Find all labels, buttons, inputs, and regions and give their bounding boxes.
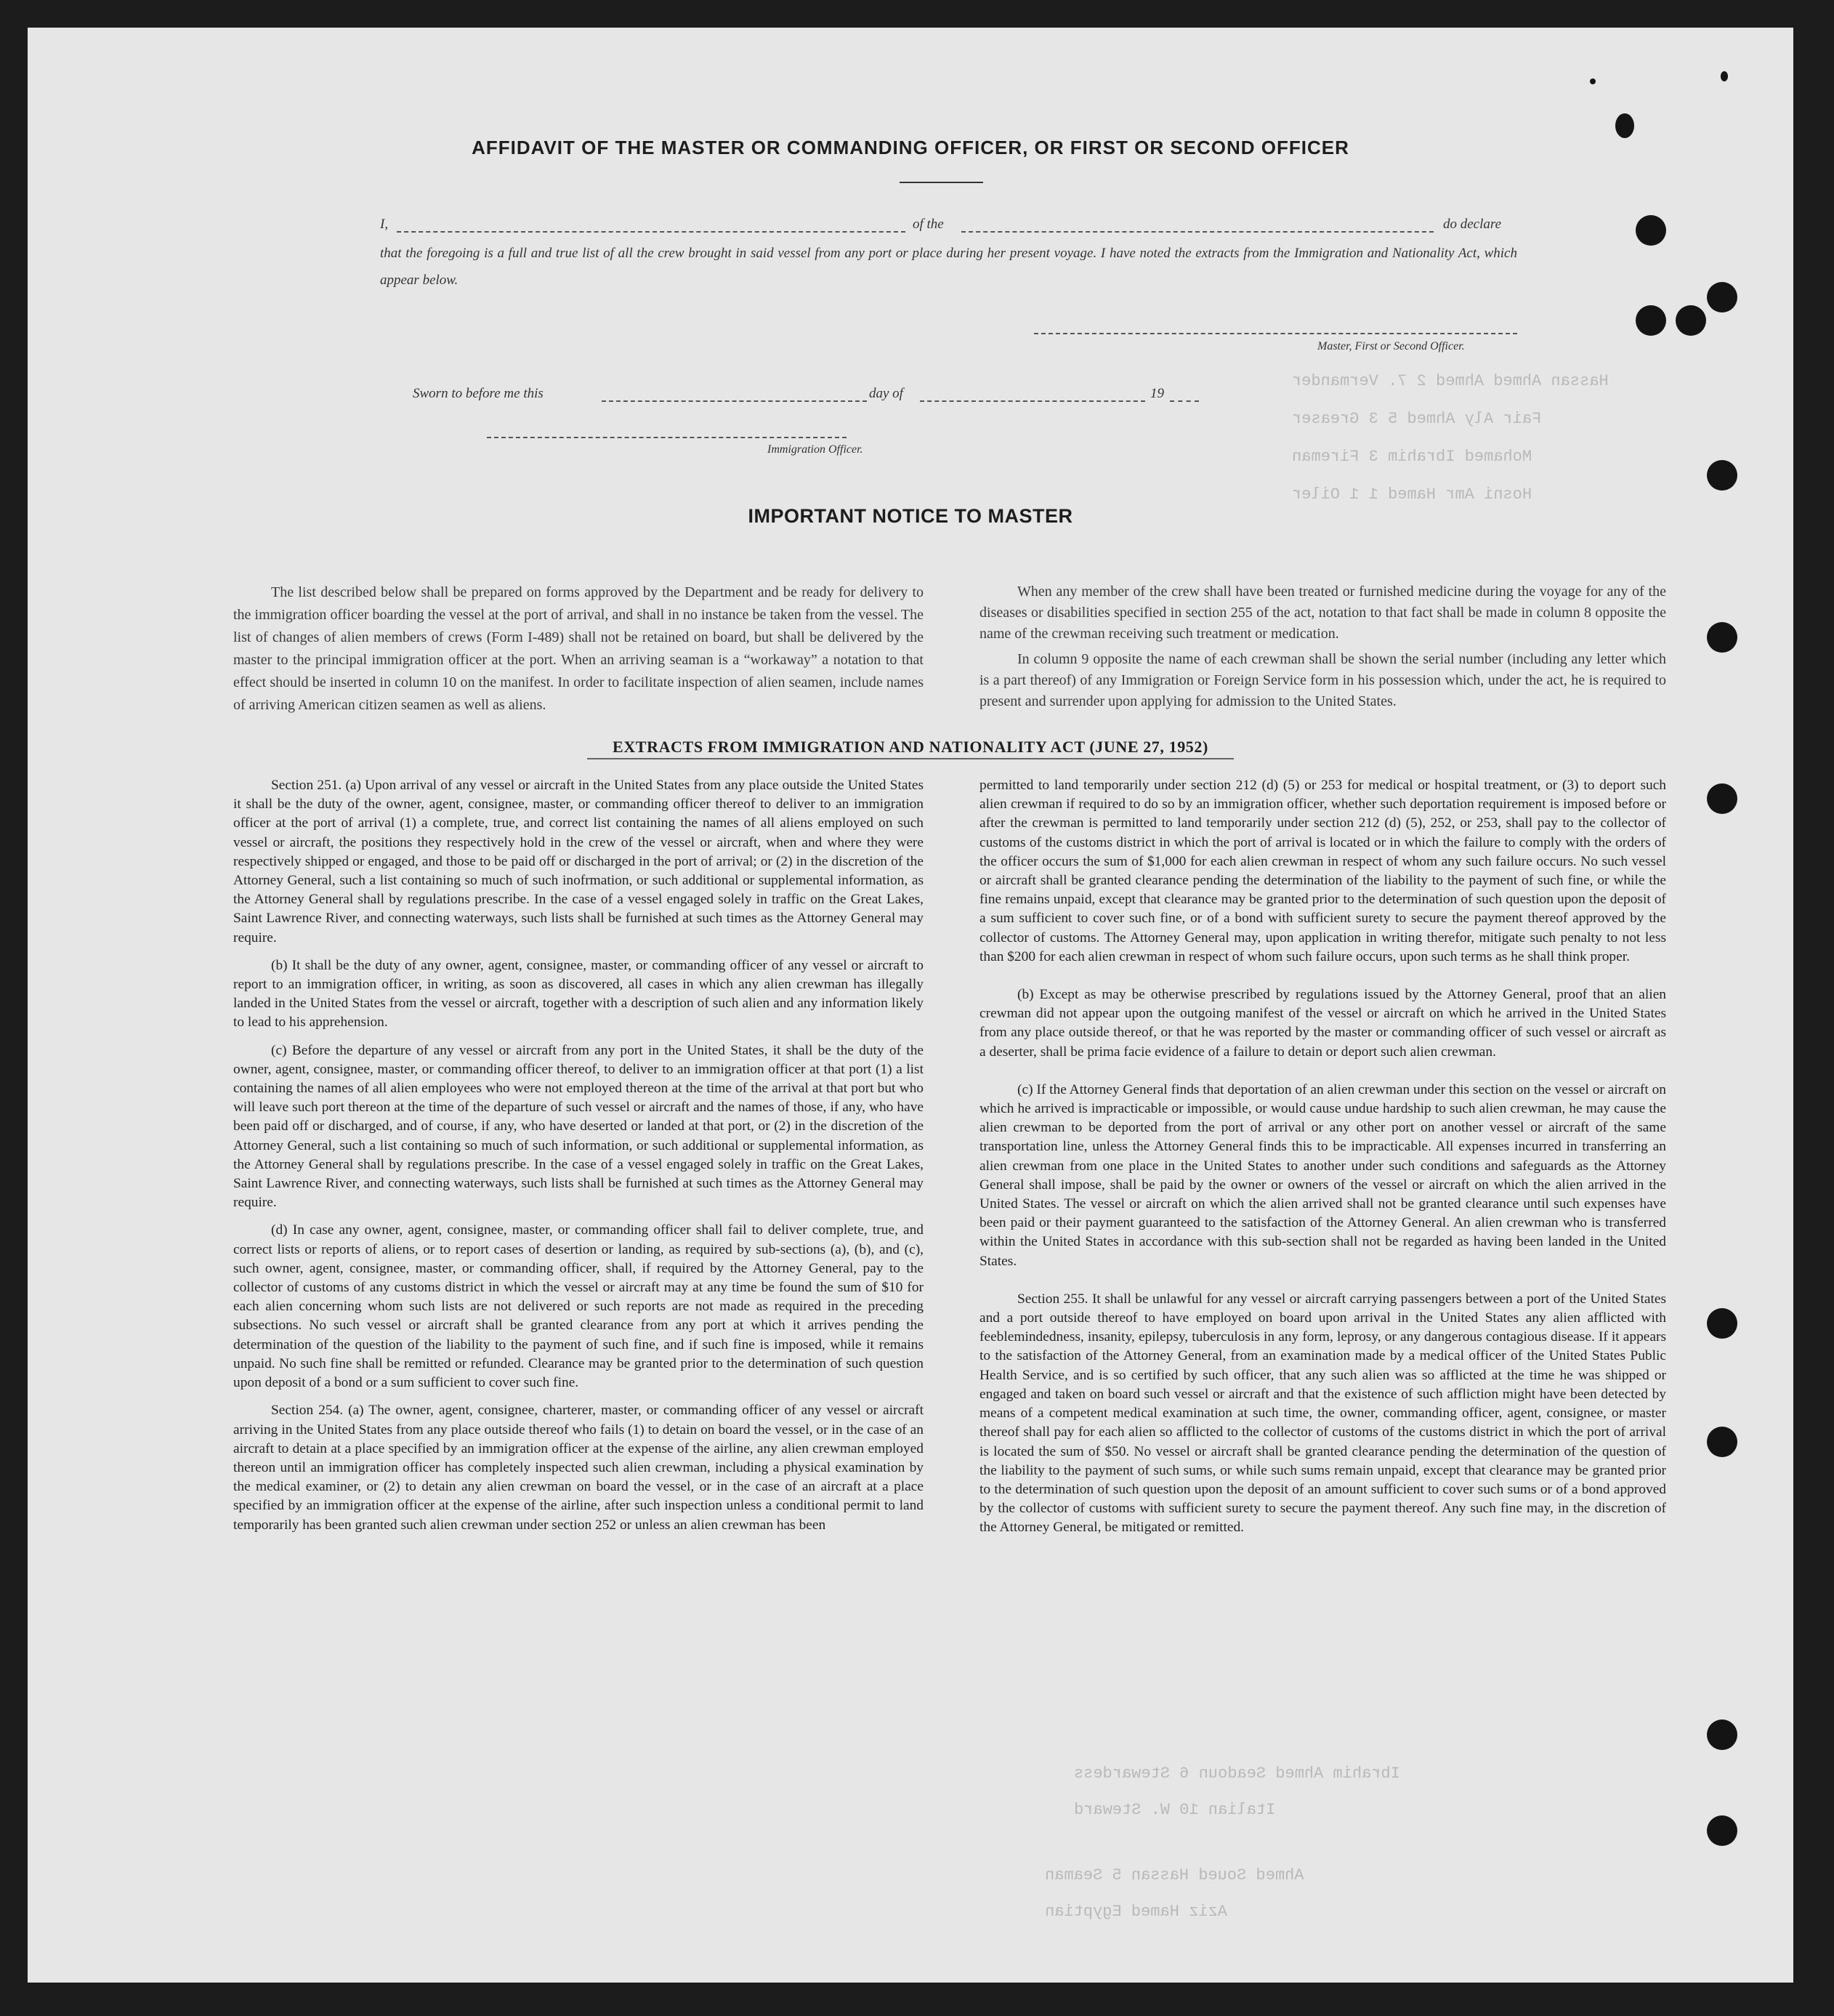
- section-251a: Section 251. (a) Upon arrival of any vessel or aircraft in the United States from any place outside the United States it shall be the duty of the owner, agent, consignee, master, or commanding officer thereof to deliver to an immigration officer at the port of arrival (1) a complete, true, and correct list containing the names of all aliens employed on such vessel or aircraft, the positions they respectively hold in the crew of the vessel or aircraft, when and where they were respectively shipped or engaged, and those to be paid off or discharged in the port of arrival; or (2) in the discretion of the Attorney General, such a list containing so much of such inofrmation, or such additional or supplemental information, as the Attorney General shall by regulations prescribe. In the case of a vessel engaged solely in traffic on the Great Lakes, Saint Lawrence River, and connecting waterways, such lists shall be furnished at such times as the Attorney General may require.: [233, 778, 924, 945]
- bleed-through: Hosni Amr Hamed 1 1 Oiler: [1292, 485, 1532, 504]
- notice-right-paragraph-1: When any member of the crew shall have been treated or furnished medicine during the voyage for any of the diseases or disabilities specified in section 255 of the act, notation to that fact shall be made in column 8 opposite the name of the crewman receiving such treatment or medication.: [979, 584, 1666, 642]
- extracts-left-column: [233, 776, 924, 1544]
- master-signature-field[interactable]: [1034, 333, 1517, 334]
- declarant-name-field[interactable]: [397, 231, 905, 233]
- sworn-label: Sworn to before me this: [413, 386, 544, 401]
- affidavit-title: AFFIDAVIT OF THE MASTER OR COMMANDING OFFICER, OR FIRST OR SECOND OFFICER: [472, 137, 1349, 158]
- punch-hole: [1707, 1719, 1737, 1750]
- of-the-label: of the: [913, 217, 944, 232]
- title-underline: [900, 182, 983, 183]
- punch-hole: [1707, 282, 1737, 313]
- ink-blot: [1615, 113, 1634, 138]
- i-label: I,: [380, 217, 389, 232]
- punch-hole: [1707, 460, 1737, 491]
- bleed-through: Hassan Ahmed Ahmed 2 7. Vermander: [1292, 372, 1609, 390]
- master-signature-label: Master, First or Second Officer.: [1317, 340, 1465, 352]
- extracts-underline: [587, 758, 1234, 759]
- notice-title: IMPORTANT NOTICE TO MASTER: [748, 505, 1073, 527]
- section-254a-continued: permitted to land temporarily under section 212 (d) (5) or 253 for medical or hospital treatment, or (3) to deport such alien crewman if required to do so by an immigration officer, whether such deportation requirement is imposed before or after the crewman is permitted to land temporarily under section 212 (d) (5), 252, or 253, shall pay to the collector of customs of the customs district in which the port of arrival is located or in which the failure to comply with the orders of the officer occurs the sum of $1,000 for each alien crewman in respect of whom any such failure occurs. No such vessel or aircraft shall be granted clearance pending the determination of the liability to the payment of such fine, or while the fine remains unpaid, except that clearance may be granted prior to the determination of such question upon the deposit of a sum sufficient to cover such fine, or of a bond with sufficient surety to secure the payment thereof approved by the collector of customs. The Attorney General may, upon application in writing therefor, mitigate such penalty to not less than $200 for each alien crewman in respect of whom such failure occurs, upon such terms as he shall think proper.: [979, 778, 1666, 964]
- bleed-through: Ahmed Soued Hassan 5 Seaman: [1045, 1866, 1304, 1884]
- bleed-through: Fair Aly Ahmed 5 3 Greaser: [1292, 410, 1542, 428]
- ink-blot: [1721, 71, 1728, 81]
- notice-left-column: [233, 581, 924, 725]
- bleed-through: Aziz Hamed Egyptian: [1045, 1903, 1227, 1921]
- immigration-officer-signature-field[interactable]: [487, 437, 847, 438]
- section-254c: (c) If the Attorney General finds that deportation of an alien crewman under this section on the vessel or aircraft on which he arrived is impracticable or impossible, or would cause undue hardship to such alien crewman, he may cause the alien crewman to be deported from the port of arrival or any other port on another vessel or aircraft of the same transportation line, unless the Attorney General finds this to be impracticable. All expenses incurred in transferring an alien crewman from one place in the United States to another under such conditions and safeguards as the Attorney General shall impose, shall be paid by the owner or owners of the vessel or aircraft on which the alien arrived in the United States. The vessel or aircraft on which the alien arrived shall not be granted clearance until such expenses have been paid or their payment guaranteed to the satisfaction of the Attorney General. An alien crewman who is transferred within the United States in accordance with this sub-section shall not be regarded as having been landed in the United States.: [979, 1081, 1666, 1269]
- section-254a: Section 254. (a) The owner, agent, consignee, charterer, master, or commanding officer of any vessel or aircraft arriving in the United States from any place outside thereof who fails (1) to detain on board the vessel, or in the case of an aircraft to detain at a place specified by an immigration officer at the expense of the airline, any alien crewman employed thereon until an immigration officer has completely inspected such alien crewman, including a physical examination by the medical examiner, or (2) to detain any alien crewman on board the vessel, or in the case of an aircraft at a place specified by an immigration officer at the expense of the airline, after such inspection unless a conditional permit to land temporarily has been granted such alien crewman under section 252 or unless an alien crewman has been: [233, 1403, 924, 1533]
- punch-hole: [1636, 305, 1666, 336]
- punch-hole: [1676, 305, 1706, 336]
- section-255: Section 255. It shall be unlawful for any vessel or aircraft carrying passengers between a port of the United States and a port outside thereof to have employed on board upon arrival in the United States any alien afflicted with feeblemindedness, insanity, epilepsy, tuberculosis in any form, leprosy, or any dangerous contagious disease. If it appears to the satisfaction of the Attorney General, from an examination made by a medical officer of the United States Public Health Service, and is so certified by such officer, that any such alien was so afflicted at the time he was shipped or engaged and taken on board such vessel or aircraft and that the existence of such affliction might have been detected by means of a competent medical examination at such time, the owner, commanding officer, agent, consignee, or master thereof shall pay for each alien so afflicted to the collector of customs of the customs district in which the port of arrival is located the sum of $50. No vessel or aircraft shall be granted clearance pending the determination of the question of the liability to the payment of such sums, or while such sums remain unpaid, except that clearance may be granted prior to the determination of such question upon the deposit of an amount sufficient to cover such sums or of a bond approved by the collector of customs with sufficient surety to secure the payment thereof. Any such fine may, in the discretion of the Attorney General, be mitigated or remitted.: [979, 1291, 1666, 1536]
- ink-blot: [1590, 78, 1596, 84]
- sworn-year-field[interactable]: [1170, 400, 1199, 402]
- extracts-title: EXTRACTS FROM IMMIGRATION AND NATIONALITY ACT (JUNE 27, 1952): [613, 738, 1208, 756]
- year-prefix: 19: [1150, 386, 1164, 401]
- punch-hole: [1707, 1308, 1737, 1339]
- section-251d: (d) In case any owner, agent, consignee, master, or commanding officer shall fail to deliver complete, true, and correct lists or reports of aliens, or to report cases of desertion or landing, as required by sub-sections (a), (b), and (c), such owner, agent, consignee, master, or commanding officer, shall, if required by the Attorney General, pay to the collector of customs of any customs district in which the vessel or aircraft may at any time be found the sum of $10 for each alien concerning whom such lists are not delivered or such reports are not made as required in the preceding subsections. No such vessel or aircraft shall be granted clearance from any port at which it arrives pending the determination of the question of the liability to the payment of such fine, and if such fine is imposed, while it remains unpaid. No such fine shall be remitted or refunded. Clearance may be granted prior to the determination of such question upon deposit of a bond or a sum sufficient to cover such fine.: [233, 1222, 924, 1391]
- bleed-through: Mohamed Ibrahim 3 Fireman: [1292, 448, 1532, 466]
- punch-hole: [1707, 622, 1737, 653]
- sworn-month-field[interactable]: [920, 400, 1145, 402]
- bleed-through: Italian 10 W. Steward: [1074, 1801, 1276, 1819]
- declaration-text: that the foregoing is a full and true list of all the crew brought in said vessel from any port or place during her present voyage. I have noted the extracts from the Immigration and Nationality Act, which appear below.: [380, 246, 1517, 288]
- day-of-label: day of: [869, 386, 903, 401]
- document-page: [28, 28, 1793, 1983]
- bleed-through: Ibrahim Ahmed Seadoun 6 Stewardess: [1074, 1765, 1400, 1783]
- immigration-officer-label: Immigration Officer.: [767, 443, 863, 456]
- do-declare-label: do declare: [1443, 217, 1502, 232]
- sworn-day-field[interactable]: [602, 400, 867, 402]
- punch-hole: [1707, 1427, 1737, 1457]
- section-254b: (b) Except as may be otherwise prescribed by regulations issued by the Attorney General, proof that an alien crewman did not appear upon the outgoing manifest of the vessel or aircraft on which he arrived in the United States from any place outside thereof, or that he was reported by the master or commanding officer of such vessel or aircraft as a deserter, shall be prima facie evidence of a failure to detain or deport such alien crewman.: [979, 987, 1666, 1060]
- notice-right-paragraph-2: In column 9 opposite the name of each crewman shall be shown the serial number (including any letter which is a part thereof) of any Immigration or Foreign Service form in his possession which, under the act, he is required to present and surrender upon applying for admission to the United States.: [979, 651, 1666, 709]
- extracts-right-column: [979, 776, 1666, 1547]
- punch-hole: [1707, 783, 1737, 814]
- section-251c: (c) Before the departure of any vessel or aircraft from any port in the United States, it shall be the duty of the owner, agent, consignee, master, or commanding officer thereof, to deliver to an immigration officer at that port (1) a list containing the names of all alien employees who were not employed thereon at the time of the arrival at that port but who will leave such port thereon at the time of the departure of such vessel or aircraft and the names of those, if any, who have been paid off or discharged, and of course, if any, who have deserted or landed at that port, or (2) in the discretion of the Attorney General, such a list containing so much of such information, or such additional or supplemental information, as the Attorney General shall by regulations prescribe. In the case of a vessel engaged solely in traffic on the Great Lakes, Saint Lawrence River, and connecting waterways, such lists shall be furnished at such times as the Attorney General may require.: [233, 1042, 924, 1211]
- section-251b: (b) It shall be the duty of any owner, agent, consignee, master, or commanding officer of any vessel or aircraft to report to an immigration officer, in writing, as soon as discovered, all cases in which any alien crewman has illegally landed in the United States from the vessel or aircraft, together with a description of such alien and any information likely to lead to his apprehension.: [233, 957, 924, 1031]
- vessel-name-field[interactable]: [961, 231, 1434, 233]
- notice-left-paragraph: The list described below shall be prepared on forms approved by the Department and be ready for delivery to the immigration officer boarding the vessel at the port of arrival, and shall in no instance be taken from the vessel. The list of changes of alien members of crews (Form I-489) shall not be retained on board, but shall be delivered by the master to the principal immigration officer at the port. When an arriving seaman is a “workaway” a notation to that effect should be inserted in column 10 on the manifest. In order to facilitate inspection of alien seamen, include names of arriving American citizen seamen as well as aliens.: [233, 584, 924, 713]
- punch-hole: [1636, 215, 1666, 246]
- punch-hole: [1707, 1815, 1737, 1846]
- notice-right-column: [979, 581, 1666, 721]
